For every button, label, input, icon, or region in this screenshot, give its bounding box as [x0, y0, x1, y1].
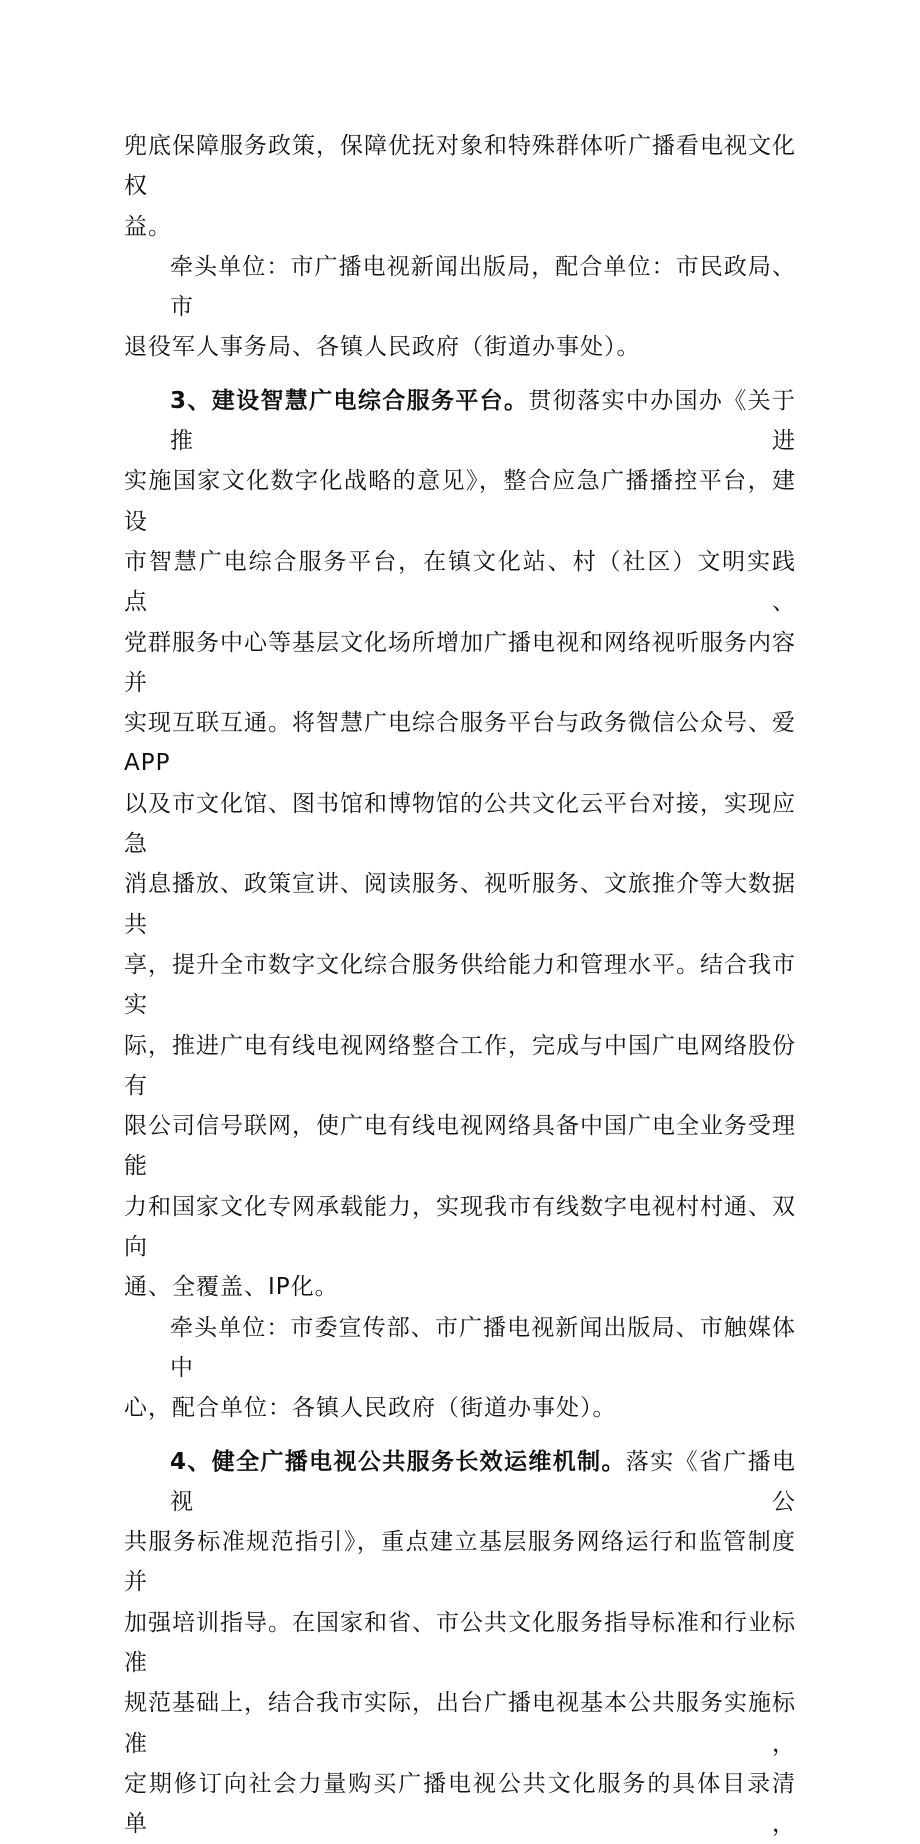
text-line: 享，提升全市数字文化综合服务供给能力和管理水平。结合我市实 [124, 945, 796, 1026]
text-line: 消息播放、政策宣讲、阅读服务、视听服务、文旅推介等大数据共 [124, 864, 796, 945]
text-line [124, 381, 796, 462]
paragraph-policy-guarantee [124, 126, 796, 247]
text-line [124, 1442, 796, 1523]
text-line: 实现互联互通。将智慧广电综合服务平台与政务微信公众号、爱APP [124, 703, 796, 784]
text-line: 退役军人事务局、各镇人民政府（街道办事处）。 [124, 327, 796, 367]
paragraph-lead-unit-2 [124, 1308, 796, 1429]
text-line: 力和国家文化专网承载能力，实现我市有线数字电视村村通、双向 [124, 1187, 796, 1268]
text-span: 落实《省广播电视公 [170, 1449, 796, 1515]
paragraph-maintenance-mechanism [124, 1442, 796, 1844]
paragraph-lead-unit-1 [124, 247, 796, 368]
text-line: 际，推进广电有线电视网络整合工作，完成与中国广电网络股份有 [124, 1026, 796, 1107]
text-line: 牵头单位：市委宣传部、市广播电视新闻出版局、市触媒体中 [124, 1308, 796, 1389]
text-line: 实施国家文化数字化战略的意见》，整合应急广播播控平台，建设 [124, 461, 796, 542]
text-line: 益。 [124, 207, 796, 247]
section-heading: 3、建设智慧广电综合服务平台。 [170, 388, 528, 414]
text-line: 共服务标准规范指引》，重点建立基层服务网络运行和监管制度并 [124, 1522, 796, 1603]
text-line: 市智慧广电综合服务平台，在镇文化站、村（社区）文明实践点、 [124, 542, 796, 623]
text-line: 定期修订向社会力量购买广播电视公共文化服务的具体目录清单， [124, 1764, 796, 1844]
text-line: 以及市文化馆、图书馆和博物馆的公共文化云平台对接，实现应急 [124, 784, 796, 865]
text-line: 规范基础上，结合我市实际，出台广播电视基本公共服务实施标准， [124, 1683, 796, 1764]
text-line: 党群服务中心等基层文化场所增加广播电视和网络视听服务内容并 [124, 623, 796, 704]
text-line: 限公司信号联网，使广电有线电视网络具备中国广电全业务受理能 [124, 1106, 796, 1187]
text-line: 心，配合单位：各镇人民政府（街道办事处）。 [124, 1388, 796, 1428]
text-line: 兜底保障服务政策，保障优抚对象和特殊群体听广播看电视文化权 [124, 126, 796, 207]
text-line: 牵头单位：市广播电视新闻出版局，配合单位：市民政局、市 [124, 247, 796, 328]
section-heading: 4、健全广播电视公共服务长效运维机制。 [170, 1449, 626, 1475]
text-line: 通、全覆盖、IP化。 [124, 1267, 796, 1307]
text-span: 贯彻落实中办国办《关于推进 [170, 388, 796, 454]
document-body [124, 126, 796, 1844]
paragraph-smart-broadcast-platform [124, 381, 796, 1308]
text-line: 加强培训指导。在国家和省、市公共文化服务指导标准和行业标准 [124, 1603, 796, 1684]
